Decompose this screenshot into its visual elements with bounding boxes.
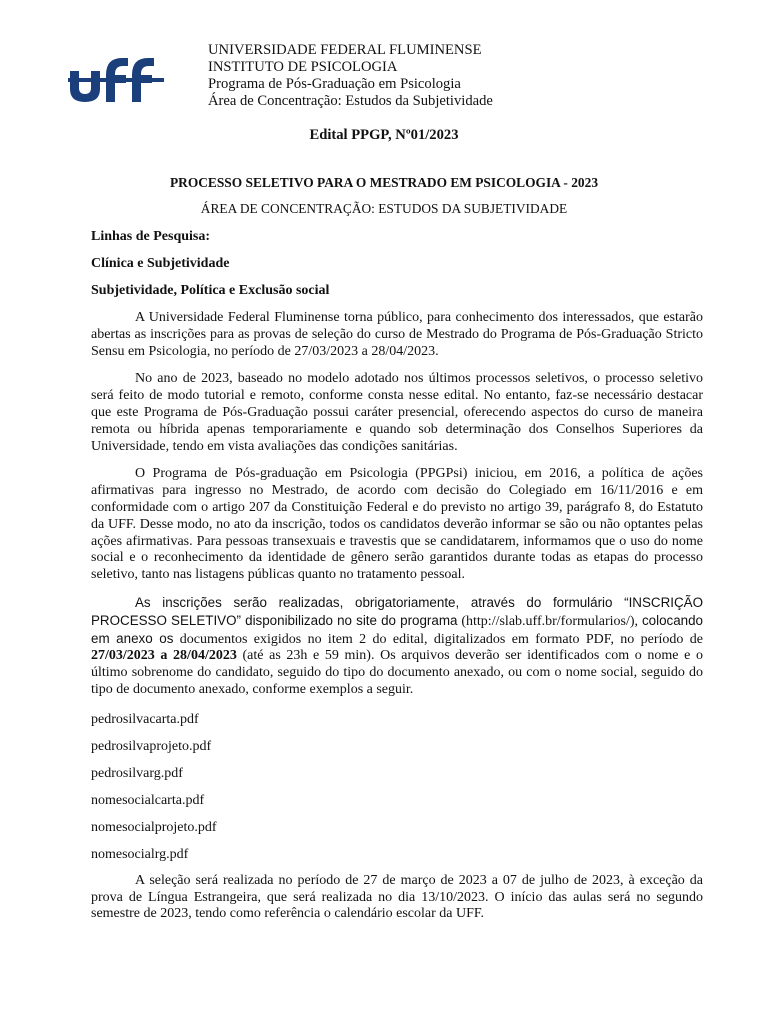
file-examples: [91, 711, 703, 863]
paragraph-4-part3: colocando em anexo os: [91, 612, 704, 646]
linha-pesquisa-1: Clínica e Subjetividade: [91, 256, 230, 271]
paragraph-3: O Programa de Pós-graduação em Psicologia (PPGPsi) iniciou, em 2016, a política de ações afirmativas para ingresso no Mestrado, de acordo com decisão do Colegiado em 16/11/2016 e em conformidade com o artigo 207 da Constituição Federal e do previsto no artigo 39, parágrafo 8, do Estatuto da UFF. Desse modo, no ato da inscrição, todos os candidatos deverão informar se são ou não optantes pelas ações afirmativas. Para pessoas transexuais e travestis que se candidatarem, informamos que o uso do nome social e o reconhecimento da identidade de gênero serão garantidos durante todas as etapas do processo seletivo, tanto nas listagens públicas quanto no tratamento pessoal.: [91, 466, 703, 583]
file-example: pedrosilvarg.pdf: [91, 765, 183, 781]
edital-title: Edital PPGP, Nº01/2023: [309, 127, 459, 143]
paragraph-1: A Universidade Federal Fluminense torna público, para conhecimento dos interessados, que estarão abertas as inscrições para as provas de seleção do curso de Mestrado do Programa de Pós-Graduação Stricto Sensu em Psicologia, no período de 27/03/2023 a 28/04/2023.: [91, 310, 703, 359]
file-example: nomesocialcarta.pdf: [91, 792, 205, 808]
paragraph-5: A seleção será realizada no período de 27 de março de 2023 a 07 de julho de 2023, à exceção da prova de Língua Estrangeira, que será realizada no dia 13/10/2023. O início das aulas será no segundo semestre de 2023, tendo como referência o calendário escolar da UFF.: [91, 872, 703, 922]
uff-logo: [68, 57, 164, 103]
paragraph-2: No ano de 2023, baseado no modelo adotado nos últimos processos seletivos, o processo seletivo será feito de modo tutorial e remoto, conforme consta nesse edital. No entanto, faz-se necessário destacar que este Programa de Pós-Graduação possui caráter presencial, oferecendo aspectos do curso de maneira remota ou híbrida apenas temporariamente e quando sob determinação dos Conselhos Superiores da Universidade, tendo em vista avaliações das condições sanitárias.: [91, 371, 703, 454]
processo-title: PROCESSO SELETIVO PARA O MESTRADO EM PSICOLOGIA - 2023: [169, 175, 599, 190]
institution-header: [208, 42, 493, 110]
institute-name: INSTITUTO DE PSICOLOGIA: [208, 59, 398, 75]
form-link: (http://slab.uff.br/formularios/),: [457, 613, 642, 629]
linhas-label: Linhas de Pesquisa:: [91, 229, 211, 244]
paragraph-4-part1: As inscrições serão realizadas, obrigatoriamente, através do formulário “INSCRIÇÃO PROCESSO SELETIVO” disponibilizado no site do programa: [91, 594, 703, 628]
paragraph-4-part4: documentos exigidos no item 2 do edital, digitalizados em formato PDF, no período de: [173, 631, 703, 647]
file-example: nomesocialprojeto.pdf: [91, 819, 217, 835]
university-name: UNIVERSIDADE FEDERAL FLUMINENSE: [208, 42, 482, 58]
paragraph-4-part5: (até as 23h e 59 min). Os arquivos deverão ser identificados com o nome e o último sobrenome do candidato, seguido do tipo do documento anexado, ou com o nome social, seguido do tipo de documento anexado, conforme exemplos a seguir.: [91, 648, 703, 697]
file-example: pedrosilvaprojeto.pdf: [91, 738, 212, 754]
inscription-period: 27/03/2023 a 28/04/2023: [91, 648, 237, 664]
file-example: pedrosilvacarta.pdf: [91, 711, 199, 727]
area-subtitle: ÁREA DE CONCENTRAÇÃO: ESTUDOS DA SUBJETIVIDADE: [200, 201, 568, 216]
paragraph-4: [91, 595, 703, 699]
linha-pesquisa-2: Subjetividade, Política e Exclusão social: [91, 283, 330, 298]
document-body: [91, 228, 703, 934]
file-example: nomesocialrg.pdf: [91, 846, 189, 862]
program-name: Programa de Pós-Graduação em Psicologia: [208, 76, 461, 92]
concentration-area: Área de Concentração: Estudos da Subjetividade: [208, 93, 493, 109]
